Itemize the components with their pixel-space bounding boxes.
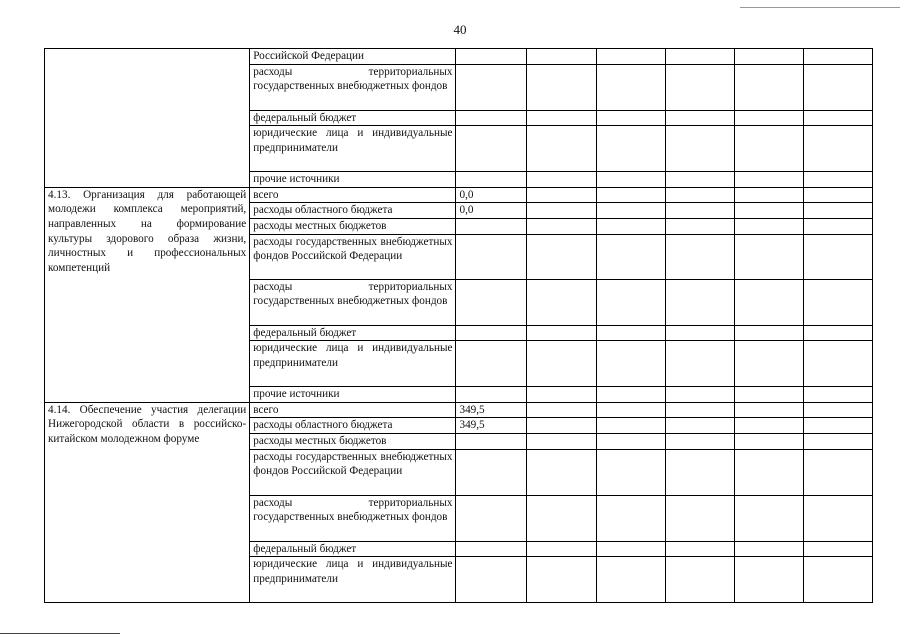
scan-edge-line xyxy=(0,633,120,634)
table-row xyxy=(45,187,873,203)
value-cell xyxy=(456,279,526,325)
source-cell: федеральный бюджет xyxy=(250,325,456,341)
source-cell: расходы областного бюджета xyxy=(250,203,456,219)
item-name-cell xyxy=(45,49,250,188)
item-name-cell: 4.13. Организация для работающей молодежи комплекса мероприятий, направленных на формирование культуры здорового образа жизни, личностных и профессиональных компетенций xyxy=(45,187,250,402)
source-cell: прочие источники xyxy=(250,172,456,188)
value-cell xyxy=(456,126,526,172)
budget-table xyxy=(44,48,873,603)
source-cell: юридические лица и индивидуальные предприниматели xyxy=(250,126,456,172)
value-cell xyxy=(456,64,526,110)
source-cell: расходы территориальных государственных внебюджетных фондов xyxy=(250,279,456,325)
value-cell xyxy=(456,387,526,403)
source-cell: расходы областного бюджета xyxy=(250,418,456,434)
value-cell xyxy=(456,433,526,449)
value-cell xyxy=(456,495,526,541)
source-cell: федеральный бюджет xyxy=(250,541,456,557)
source-cell: юридические лица и индивидуальные предприниматели xyxy=(250,557,456,603)
scan-edge-line xyxy=(740,7,900,8)
page-number: 40 xyxy=(453,22,467,37)
source-cell: расходы территориальных государственных внебюджетных фондов xyxy=(250,64,456,110)
source-cell: всего xyxy=(250,187,456,203)
value-cell xyxy=(456,325,526,341)
value-cell xyxy=(456,218,526,234)
source-cell: расходы местных бюджетов xyxy=(250,218,456,234)
value-cell xyxy=(456,172,526,188)
value-cell: 0,0 xyxy=(456,187,526,203)
table-row xyxy=(45,49,873,65)
source-cell: федеральный бюджет xyxy=(250,110,456,126)
value-cell xyxy=(456,341,526,387)
source-cell: Российской Федерации xyxy=(250,49,456,65)
value-cell xyxy=(456,49,526,65)
source-cell: прочие источники xyxy=(250,387,456,403)
source-cell: всего xyxy=(250,402,456,418)
value-cell xyxy=(456,110,526,126)
value-cell: 349,5 xyxy=(456,402,526,418)
source-cell: расходы государственных внебюджетных фондов Российской Федерации xyxy=(250,449,456,495)
source-cell: расходы государственных внебюджетных фондов Российской Федерации xyxy=(250,234,456,279)
value-cell xyxy=(456,541,526,557)
table-row xyxy=(45,402,873,418)
item-name-cell: 4.14. Обеспечение участия делегации Нижегородской области в российско-китайском молодежном форуме xyxy=(45,402,250,602)
value-cell: 349,5 xyxy=(456,418,526,434)
value-cell xyxy=(456,557,526,603)
value-cell: 0,0 xyxy=(456,203,526,219)
source-cell: расходы местных бюджетов xyxy=(250,433,456,449)
source-cell: расходы территориальных государственных внебюджетных фондов xyxy=(250,495,456,541)
value-cell xyxy=(456,449,526,495)
source-cell: юридические лица и индивидуальные предприниматели xyxy=(250,341,456,387)
value-cell xyxy=(456,234,526,279)
